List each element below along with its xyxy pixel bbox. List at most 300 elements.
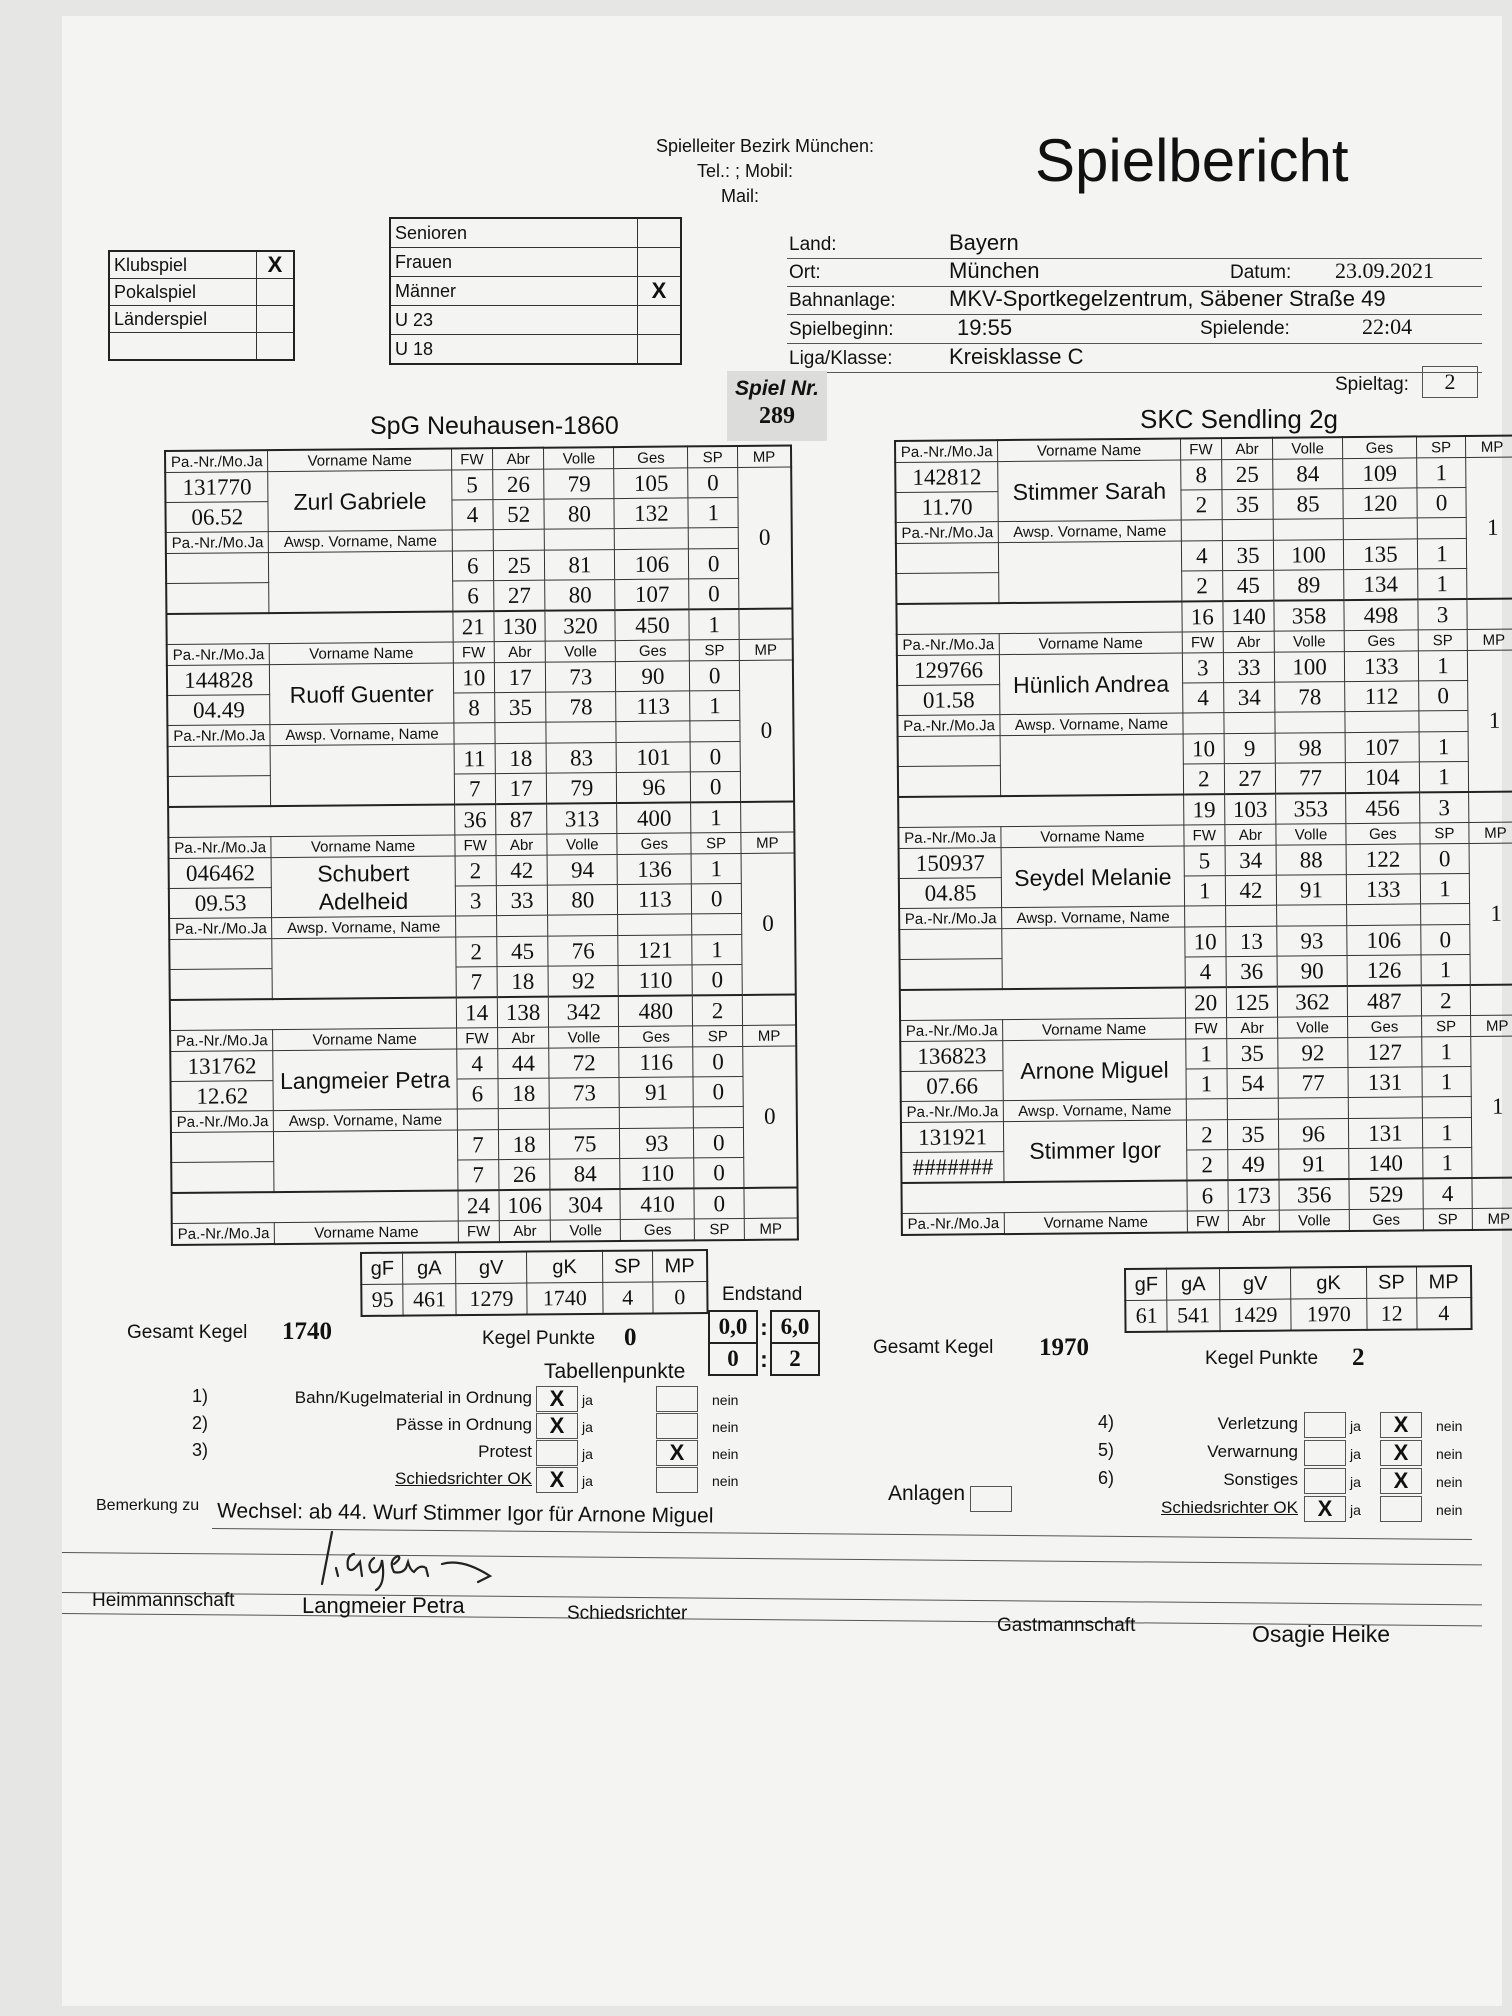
ges-header: Ges xyxy=(1346,823,1420,845)
summary-value: 4 xyxy=(602,1282,653,1314)
summary-value: 12 xyxy=(1366,1298,1417,1330)
guest-kegelpunkte-label: Kegel Punkte xyxy=(1205,1348,1319,1369)
pa-header: Pa.-Nr./Mo.Ja xyxy=(897,634,1000,656)
score-cell: 112 xyxy=(1345,681,1419,712)
score-cell: 131 xyxy=(1348,1067,1422,1098)
player-name: Seydel Melanie xyxy=(1001,846,1184,908)
mp-header: MP xyxy=(1467,629,1512,650)
abr-header: Abr xyxy=(496,834,548,855)
sub-pass-number xyxy=(169,939,272,970)
pa-header: Pa.-Nr./Mo.Ja xyxy=(171,1111,274,1133)
ja-label: ja xyxy=(1350,1474,1361,1490)
home-kegelpunkte-label: Kegel Punkte xyxy=(482,1328,596,1349)
pa-header: Pa.-Nr./Mo.Ja xyxy=(172,1223,275,1245)
score-cell: 1 xyxy=(1417,569,1467,600)
tabellenpunkte-label: Tabellenpunkte xyxy=(544,1360,686,1383)
summary-header: gK xyxy=(527,1251,603,1283)
anlagen-label: Anlagen xyxy=(888,1482,966,1505)
empty-cell xyxy=(550,1108,620,1130)
score-cell: 0 xyxy=(1421,924,1471,954)
fw-header: FW xyxy=(455,835,496,856)
empty-cell xyxy=(1186,1099,1227,1120)
player-birth: 04.49 xyxy=(167,695,270,726)
total-cell: 320 xyxy=(545,610,615,641)
score-cell: 2 xyxy=(1186,1120,1227,1150)
score-cell: 0 xyxy=(1418,681,1468,711)
score-cell: 27 xyxy=(1224,763,1276,794)
ges-header: Ges xyxy=(619,1026,693,1048)
endstand-guest: 6,0 xyxy=(771,1311,819,1343)
score-cell: 2 xyxy=(455,856,496,886)
summary-header: gK xyxy=(1291,1267,1367,1299)
sp-header: SP xyxy=(1420,822,1469,843)
total-cell: 362 xyxy=(1277,986,1347,1017)
pa-header: Pa.-Nr./Mo.Ja xyxy=(167,644,270,666)
category-checkbox[interactable] xyxy=(638,218,682,248)
sub-pass-number xyxy=(166,553,269,584)
sub-birth xyxy=(898,766,1001,797)
score-cell: 35 xyxy=(1222,489,1274,519)
volle-header: Volle xyxy=(1278,1017,1348,1039)
check-label: Schiedsrichter OK xyxy=(395,1469,532,1488)
score-cell: 0 xyxy=(692,883,742,913)
score-cell: 79 xyxy=(544,469,614,500)
pa-header: Pa.-Nr./Mo.Ja xyxy=(902,1213,1005,1235)
info-line xyxy=(787,343,1482,344)
player-pass-number: 046462 xyxy=(169,858,272,889)
score-cell: 136 xyxy=(617,854,691,885)
info-label: Spielbeginn: xyxy=(789,319,894,340)
sub-birth xyxy=(170,969,273,1000)
sub-pass-number xyxy=(899,929,1002,960)
sub-name xyxy=(271,744,455,806)
info-label: Liga/Klasse: xyxy=(789,348,893,369)
score-cell: 96 xyxy=(1279,1119,1349,1150)
ja-checkbox[interactable] xyxy=(1304,1468,1346,1494)
player-pass-number: 144828 xyxy=(167,665,270,696)
score-cell: 76 xyxy=(548,936,618,967)
nein-checkbox[interactable]: X xyxy=(1380,1468,1422,1494)
score-cell: 1 xyxy=(692,934,742,964)
tabellen-guest: 2 xyxy=(771,1343,819,1375)
vorname-header: Vorname Name xyxy=(270,642,453,665)
sub-name xyxy=(1002,927,1185,989)
total-cell: 138 xyxy=(497,997,549,1028)
vorname-header: Vorname Name xyxy=(271,835,454,858)
match-type-checkbox[interactable] xyxy=(257,279,295,306)
ges-header: Ges xyxy=(1349,1209,1423,1231)
total-cell: 173 xyxy=(1228,1180,1280,1211)
score-cell: 49 xyxy=(1228,1149,1280,1180)
total-cell: 14 xyxy=(456,997,497,1028)
info-label: Land: xyxy=(789,234,837,255)
volle-header: Volle xyxy=(1276,824,1346,846)
nein-checkbox[interactable] xyxy=(1380,1496,1422,1522)
score-cell: 6 xyxy=(457,1079,498,1109)
score-cell: 35 xyxy=(1222,540,1274,570)
score-cell: 45 xyxy=(497,936,549,966)
nein-label: nein xyxy=(1436,1502,1463,1518)
score-cell: 4 xyxy=(456,1049,497,1079)
score-cell: 17 xyxy=(495,773,547,804)
score-cell: 127 xyxy=(1348,1037,1422,1068)
awsp-header: Awsp. Vorname, Name xyxy=(270,723,453,746)
ja-checkbox[interactable]: X xyxy=(1304,1496,1346,1522)
tabellen-sep: : xyxy=(760,1345,768,1372)
ja-label: ja xyxy=(582,1419,593,1435)
nein-checkbox[interactable]: X xyxy=(656,1440,698,1466)
pa-header: Pa.-Nr./Mo.Ja xyxy=(898,827,1001,849)
player-name: Hünlich Andrea xyxy=(1000,653,1183,715)
gast-name: Osagie Heike xyxy=(1252,1621,1391,1647)
nein-checkbox[interactable]: X xyxy=(1380,1412,1422,1438)
check-number: 2) xyxy=(192,1413,209,1433)
player-mp: 0 xyxy=(738,467,793,609)
vorname-header: Vorname Name xyxy=(999,632,1182,655)
sub-birth xyxy=(168,776,271,807)
score-cell: 4 xyxy=(1182,683,1223,713)
total-cell: 487 xyxy=(1347,985,1421,1016)
office-contact xyxy=(635,134,895,209)
info-label: Bahnanlage: xyxy=(789,290,896,311)
score-cell: 52 xyxy=(493,499,545,529)
sub-birth xyxy=(166,583,269,614)
total-cell: 400 xyxy=(617,802,691,833)
score-cell: 134 xyxy=(1344,569,1418,600)
vorname-header: Vorname Name xyxy=(275,1221,458,1244)
pa-header: Pa.-Nr./Mo.Ja xyxy=(166,532,269,554)
sub-birth: ####### xyxy=(901,1152,1004,1183)
score-cell: 0 xyxy=(1420,843,1470,873)
guest-team-name: SKC Sendling 2g xyxy=(1140,404,1339,434)
total-cell: 6 xyxy=(1187,1180,1228,1211)
score-cell: 106 xyxy=(1347,925,1421,956)
score-cell: 88 xyxy=(1276,845,1346,876)
ja-label: ja xyxy=(582,1473,593,1489)
score-cell: 77 xyxy=(1278,1068,1348,1099)
score-cell: 122 xyxy=(1346,844,1420,875)
guest-players-table xyxy=(894,435,1512,1236)
player-birth: 04.85 xyxy=(899,878,1002,909)
nein-label: nein xyxy=(712,1392,739,1408)
nein-checkbox[interactable] xyxy=(656,1413,698,1439)
player-birth: 11.70 xyxy=(895,492,998,523)
endstand-box xyxy=(708,1310,820,1376)
nein-label: nein xyxy=(712,1473,739,1489)
ja-label: ja xyxy=(1350,1418,1361,1434)
score-cell: 42 xyxy=(1225,875,1277,905)
score-cell: 1 xyxy=(1423,1147,1473,1178)
home-gesamt-value: 1740 xyxy=(282,1318,332,1345)
ges-header: Ges xyxy=(617,833,691,855)
nein-label: nein xyxy=(1436,1418,1463,1434)
score-cell: 7 xyxy=(454,774,495,805)
total-cell: 24 xyxy=(458,1190,499,1221)
heim-name: Langmeier Petra xyxy=(302,1593,465,1618)
score-cell: 54 xyxy=(1227,1068,1279,1098)
summary-header: SP xyxy=(602,1250,653,1282)
empty-cell xyxy=(692,913,742,934)
empty-cell xyxy=(1277,905,1347,927)
summary-value: 61 xyxy=(1125,1300,1167,1332)
total-blank xyxy=(742,995,796,1026)
awsp-header: Awsp. Vorname, Name xyxy=(272,916,455,939)
abr-header: Abr xyxy=(494,641,546,662)
pa-header: Pa.-Nr./Mo.Ja xyxy=(897,715,1000,737)
pa-header: Pa.-Nr./Mo.Ja xyxy=(167,725,270,747)
empty-cell xyxy=(1275,712,1345,734)
vorname-header: Vorname Name xyxy=(998,439,1181,462)
total-blank xyxy=(898,794,1184,827)
score-cell: 4 xyxy=(1181,541,1222,571)
player-pass-number: 136823 xyxy=(900,1041,1003,1072)
score-cell: 10 xyxy=(453,663,494,693)
summary-header: SP xyxy=(1366,1266,1417,1298)
empty-cell xyxy=(1345,711,1419,733)
score-cell: 18 xyxy=(497,966,549,997)
volle-header: Volle xyxy=(551,1220,621,1242)
match-type-checkbox[interactable] xyxy=(257,306,295,333)
bemerkung-label: Bemerkung zu xyxy=(96,1497,200,1514)
score-cell: 72 xyxy=(549,1048,619,1079)
score-cell: 33 xyxy=(496,885,548,915)
endstand-sep: : xyxy=(760,1313,768,1340)
score-cell: 1 xyxy=(1186,1039,1227,1069)
total-cell: 304 xyxy=(550,1189,620,1220)
ja-checkbox[interactable]: X xyxy=(536,1386,578,1412)
score-cell: 84 xyxy=(1273,459,1343,490)
empty-cell xyxy=(1278,1098,1348,1120)
category-checkbox[interactable]: X xyxy=(638,277,682,306)
summary-header: gA xyxy=(1167,1268,1220,1300)
player-mp: 1 xyxy=(1466,457,1512,599)
score-cell: 5 xyxy=(1184,846,1225,876)
score-cell: 25 xyxy=(493,550,545,580)
ja-checkbox[interactable]: X xyxy=(536,1467,578,1493)
category-checkbox[interactable] xyxy=(638,335,682,365)
player-pass-number: 131762 xyxy=(170,1051,273,1082)
ja-label: ja xyxy=(1350,1446,1361,1462)
ja-label: ja xyxy=(582,1392,593,1408)
total-blank xyxy=(171,1190,457,1223)
ja-checkbox[interactable] xyxy=(1304,1412,1346,1438)
total-cell: 103 xyxy=(1224,794,1276,825)
guest-gesamt-value: 1970 xyxy=(1039,1334,1089,1361)
home-players-table xyxy=(164,445,799,1246)
sub-name xyxy=(269,551,453,613)
pa-header: Pa.-Nr./Mo.Ja xyxy=(899,908,1002,930)
summary-value: 0 xyxy=(653,1281,708,1313)
office-line-1: Spielleiter Bezirk München: xyxy=(655,136,875,156)
summary-value: 1279 xyxy=(456,1283,528,1315)
summary-header: MP xyxy=(1416,1266,1471,1298)
check-label: Bahn/Kugelmaterial in Ordnung xyxy=(294,1388,532,1407)
match-type-label: Länderspiel xyxy=(109,306,257,333)
score-cell: 1 xyxy=(1422,1036,1472,1066)
category-checkbox[interactable] xyxy=(638,306,682,335)
empty-cell xyxy=(1417,518,1466,539)
score-cell: 85 xyxy=(1273,489,1343,520)
score-cell: 0 xyxy=(692,964,742,995)
score-cell: 0 xyxy=(694,1127,744,1157)
fw-header: FW xyxy=(458,1221,499,1243)
mp-header: MP xyxy=(1471,1015,1512,1036)
datum-value: 23.09.2021 xyxy=(1335,258,1434,283)
score-cell: 3 xyxy=(455,886,496,916)
score-cell: 133 xyxy=(1346,874,1420,905)
score-cell: 42 xyxy=(496,855,548,885)
vorname-header: Vorname Name xyxy=(273,1028,456,1051)
check-number: 6) xyxy=(1098,1468,1115,1488)
player-pass-number: 131770 xyxy=(165,472,268,503)
score-cell: 11 xyxy=(454,744,495,774)
empty-cell xyxy=(452,530,493,551)
score-cell: 2 xyxy=(1181,571,1222,602)
total-cell: 140 xyxy=(1223,601,1275,632)
player-mp: 1 xyxy=(1471,1036,1512,1178)
total-blank xyxy=(739,609,793,640)
match-type-checkbox[interactable]: X xyxy=(257,251,295,279)
score-cell: 1 xyxy=(1419,761,1469,792)
nein-checkbox[interactable] xyxy=(656,1467,698,1493)
score-cell: 73 xyxy=(546,662,616,693)
score-cell: 35 xyxy=(1227,1119,1279,1149)
score-cell: 91 xyxy=(619,1077,693,1108)
total-cell: 36 xyxy=(454,804,495,835)
info-value: Bayern xyxy=(949,230,1019,255)
empty-cell xyxy=(495,722,547,743)
total-cell: 342 xyxy=(549,996,619,1027)
score-cell: 4 xyxy=(1185,957,1226,988)
mp-header: MP xyxy=(1466,436,1512,458)
match-type-label xyxy=(109,333,257,361)
anlagen-checkbox[interactable] xyxy=(970,1486,1012,1512)
pa-header: Pa.-Nr./Mo.Ja xyxy=(169,918,272,940)
summary-value: 461 xyxy=(403,1284,456,1316)
score-cell: 0 xyxy=(694,1157,744,1188)
score-cell: 106 xyxy=(615,549,689,580)
category-checkbox[interactable] xyxy=(638,248,682,277)
score-cell: 6 xyxy=(452,551,493,581)
abr-header: Abr xyxy=(1221,438,1272,460)
score-cell: 121 xyxy=(618,935,692,966)
score-cell: 0 xyxy=(693,1076,743,1106)
spiel-nr-value: 289 xyxy=(759,403,795,429)
score-cell: 2 xyxy=(1183,764,1224,795)
pa-header: Pa.-Nr./Mo.Ja xyxy=(895,440,998,462)
score-cell: 6 xyxy=(452,581,493,612)
total-cell: 529 xyxy=(1349,1178,1423,1209)
spiel-nr-box xyxy=(727,371,827,441)
score-cell: 90 xyxy=(616,661,690,692)
fw-header: FW xyxy=(1187,1211,1228,1233)
total-cell: 353 xyxy=(1276,793,1346,824)
empty-cell xyxy=(1224,712,1275,733)
player-name: Ruoff Guenter xyxy=(270,663,454,725)
total-cell: 16 xyxy=(1182,601,1223,632)
report-sheet xyxy=(62,16,1511,2006)
score-cell: 17 xyxy=(494,662,546,692)
total-cell: 3 xyxy=(1418,599,1468,630)
score-cell: 135 xyxy=(1343,539,1417,570)
total-cell: 356 xyxy=(1279,1179,1349,1210)
heim-label: Heimmannschaft xyxy=(92,1590,235,1611)
score-cell: 8 xyxy=(1180,460,1221,490)
empty-cell xyxy=(457,1109,498,1130)
total-cell: 358 xyxy=(1274,600,1344,631)
divider xyxy=(62,1552,1482,1565)
score-cell: 132 xyxy=(614,498,688,529)
awsp-header: Awsp. Vorname, Name xyxy=(1003,1099,1186,1122)
score-cell: 91 xyxy=(1276,875,1346,906)
match-type-checkbox[interactable] xyxy=(257,333,295,361)
player-birth: 07.66 xyxy=(901,1071,1004,1102)
score-cell: 126 xyxy=(1347,955,1421,986)
mp-header: MP xyxy=(742,1025,796,1046)
fw-header: FW xyxy=(1185,1018,1226,1039)
office-line-2: Tel.: ; Mobil: xyxy=(696,161,794,181)
ja-checkbox[interactable] xyxy=(536,1440,578,1466)
empty-cell xyxy=(1422,1096,1471,1117)
category-label: Männer xyxy=(390,277,638,306)
score-cell: 8 xyxy=(453,693,494,723)
sub-birth xyxy=(900,959,1003,990)
player-birth: 12.62 xyxy=(171,1081,274,1112)
ja-checkbox[interactable] xyxy=(1304,1440,1346,1466)
sp-header: SP xyxy=(693,1025,743,1046)
guest-kegelpunkte-value: 2 xyxy=(1352,1344,1365,1371)
score-cell: 0 xyxy=(689,578,739,609)
score-cell: 18 xyxy=(495,743,547,773)
player-name: Schubert Adelheid xyxy=(272,856,456,918)
sub-pass-number xyxy=(171,1132,274,1163)
score-cell: 0 xyxy=(691,771,741,802)
total-blank xyxy=(1469,792,1512,823)
nein-label: nein xyxy=(712,1419,739,1435)
info-line xyxy=(787,372,1482,373)
empty-cell xyxy=(1222,519,1273,540)
total-cell: 21 xyxy=(453,611,494,642)
score-cell: 83 xyxy=(546,743,616,774)
abr-header: Abr xyxy=(492,448,544,470)
player-name: Zurl Gabriele xyxy=(268,470,452,532)
nein-checkbox[interactable]: X xyxy=(1380,1440,1422,1466)
sub-name xyxy=(272,937,456,999)
check-label: Verwarnung xyxy=(1207,1442,1298,1461)
score-cell: 110 xyxy=(620,1158,694,1189)
guest-gesamt-label: Gesamt Kegel xyxy=(873,1337,994,1358)
datum-label: Datum: xyxy=(1230,262,1292,283)
empty-cell xyxy=(1347,904,1421,926)
total-cell: 480 xyxy=(619,995,693,1026)
sub-pass-number xyxy=(898,736,1001,767)
ja-checkbox[interactable]: X xyxy=(536,1413,578,1439)
score-cell: 0 xyxy=(693,1046,743,1076)
category-label: U 23 xyxy=(390,306,638,335)
score-cell: 104 xyxy=(1345,762,1419,793)
empty-cell xyxy=(545,529,615,551)
score-cell: 36 xyxy=(1226,956,1278,987)
nein-checkbox[interactable] xyxy=(656,1386,698,1412)
score-cell: 26 xyxy=(499,1159,551,1190)
sp-header: SP xyxy=(691,832,741,853)
check-label: Protest xyxy=(478,1442,532,1461)
home-summary-table xyxy=(360,1249,709,1317)
score-cell: 110 xyxy=(618,965,692,996)
score-cell: 26 xyxy=(493,469,545,499)
total-cell: 3 xyxy=(1419,792,1469,823)
endstand-label: Endstand xyxy=(722,1284,803,1305)
